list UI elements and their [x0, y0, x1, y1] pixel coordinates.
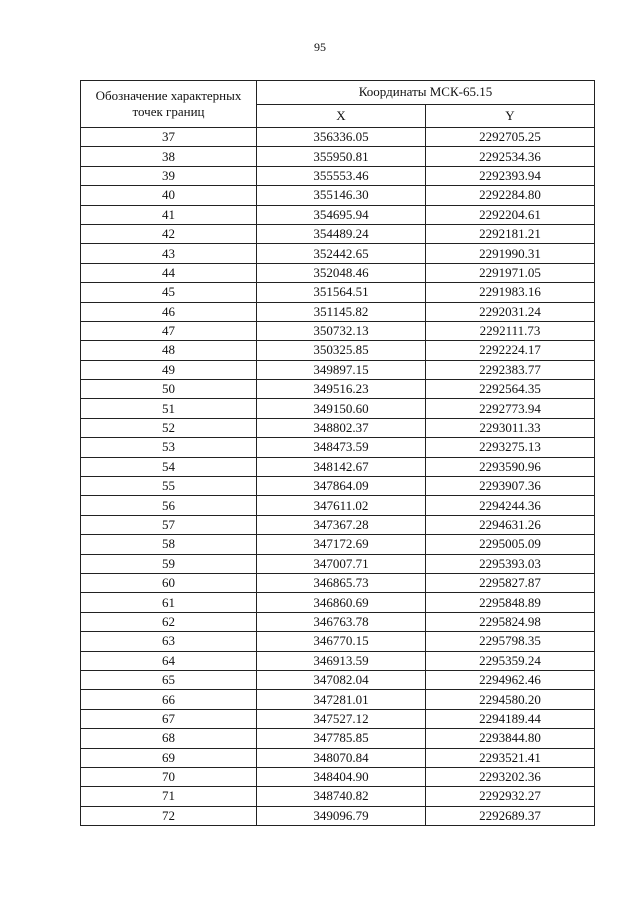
- x-cell: 348473.59: [257, 438, 426, 457]
- x-cell: 347007.71: [257, 554, 426, 573]
- x-cell: 355146.30: [257, 186, 426, 205]
- x-cell: 348070.84: [257, 748, 426, 767]
- table-row: [81, 302, 595, 321]
- y-cell: 2295798.35: [426, 632, 595, 651]
- header-coords-label: Координаты МСК-65.15: [257, 81, 595, 105]
- x-cell: 346770.15: [257, 632, 426, 651]
- y-cell: 2295824.98: [426, 612, 595, 631]
- table-row: [81, 186, 595, 205]
- y-cell: 2292031.24: [426, 302, 595, 321]
- x-cell: 347281.01: [257, 690, 426, 709]
- y-cell: 2292393.94: [426, 166, 595, 185]
- x-cell: 348802.37: [257, 418, 426, 437]
- page-number: 95: [314, 40, 326, 54]
- y-cell: 2292705.25: [426, 128, 595, 147]
- point-cell: 68: [81, 729, 257, 748]
- x-cell: 349150.60: [257, 399, 426, 418]
- x-cell: 350732.13: [257, 321, 426, 340]
- point-cell: 61: [81, 593, 257, 612]
- table-row: [81, 670, 595, 689]
- point-cell: 60: [81, 573, 257, 592]
- x-cell: 351564.51: [257, 283, 426, 302]
- y-cell: 2292564.35: [426, 380, 595, 399]
- x-cell: 346763.78: [257, 612, 426, 631]
- y-cell: 2294580.20: [426, 690, 595, 709]
- y-cell: 2295393.03: [426, 554, 595, 573]
- x-cell: 354695.94: [257, 205, 426, 224]
- y-cell: 2292204.61: [426, 205, 595, 224]
- table-row: [81, 593, 595, 612]
- y-cell: 2294962.46: [426, 670, 595, 689]
- x-cell: 349096.79: [257, 806, 426, 825]
- x-cell: 352048.46: [257, 263, 426, 282]
- table-row: [81, 399, 595, 418]
- point-cell: 50: [81, 380, 257, 399]
- y-cell: 2293202.36: [426, 767, 595, 786]
- table-row: [81, 166, 595, 185]
- y-cell: 2295359.24: [426, 651, 595, 670]
- table-row: [81, 651, 595, 670]
- table-row: [81, 380, 595, 399]
- y-cell: 2293275.13: [426, 438, 595, 457]
- point-cell: 49: [81, 360, 257, 379]
- point-cell: 39: [81, 166, 257, 185]
- x-cell: 354489.24: [257, 224, 426, 243]
- y-cell: 2292111.73: [426, 321, 595, 340]
- point-cell: 58: [81, 535, 257, 554]
- x-cell: 347785.85: [257, 729, 426, 748]
- x-cell: 347367.28: [257, 515, 426, 534]
- point-cell: 70: [81, 767, 257, 786]
- table-row: [81, 806, 595, 825]
- point-cell: 65: [81, 670, 257, 689]
- y-cell: 2292534.36: [426, 147, 595, 166]
- header-point-label: Обозначение характерных точек границ: [81, 81, 257, 128]
- point-cell: 62: [81, 612, 257, 631]
- table-row: [81, 147, 595, 166]
- y-cell: 2292932.27: [426, 787, 595, 806]
- x-cell: 347082.04: [257, 670, 426, 689]
- table-row: [81, 283, 595, 302]
- table-row: [81, 128, 595, 147]
- x-cell: 352442.65: [257, 244, 426, 263]
- header-y-label: Y: [426, 104, 595, 128]
- point-cell: 57: [81, 515, 257, 534]
- y-cell: 2291971.05: [426, 263, 595, 282]
- y-cell: 2295005.09: [426, 535, 595, 554]
- y-cell: 2293844.80: [426, 729, 595, 748]
- y-cell: 2295827.87: [426, 573, 595, 592]
- x-cell: 347172.69: [257, 535, 426, 554]
- y-cell: 2291990.31: [426, 244, 595, 263]
- point-cell: 47: [81, 321, 257, 340]
- x-cell: 348740.82: [257, 787, 426, 806]
- table-row: [81, 709, 595, 728]
- table-row: [81, 205, 595, 224]
- y-cell: 2293521.41: [426, 748, 595, 767]
- point-cell: 52: [81, 418, 257, 437]
- table-row: [81, 418, 595, 437]
- x-cell: 355553.46: [257, 166, 426, 185]
- point-cell: 64: [81, 651, 257, 670]
- y-cell: 2291983.16: [426, 283, 595, 302]
- x-cell: 350325.85: [257, 341, 426, 360]
- x-cell: 349897.15: [257, 360, 426, 379]
- table-row: [81, 612, 595, 631]
- point-cell: 67: [81, 709, 257, 728]
- table-row: [81, 477, 595, 496]
- x-cell: 347611.02: [257, 496, 426, 515]
- y-cell: 2292181.21: [426, 224, 595, 243]
- point-cell: 63: [81, 632, 257, 651]
- y-cell: 2295848.89: [426, 593, 595, 612]
- point-cell: 69: [81, 748, 257, 767]
- table-row: [81, 787, 595, 806]
- x-cell: 348404.90: [257, 767, 426, 786]
- point-cell: 37: [81, 128, 257, 147]
- point-cell: 45: [81, 283, 257, 302]
- x-cell: 349516.23: [257, 380, 426, 399]
- table-row: [81, 244, 595, 263]
- y-cell: 2293011.33: [426, 418, 595, 437]
- x-cell: 351145.82: [257, 302, 426, 321]
- point-cell: 56: [81, 496, 257, 515]
- table-row: [81, 496, 595, 515]
- table-row: [81, 690, 595, 709]
- point-cell: 71: [81, 787, 257, 806]
- point-cell: 46: [81, 302, 257, 321]
- y-cell: 2292773.94: [426, 399, 595, 418]
- table-body: [81, 128, 595, 826]
- table-row: [81, 360, 595, 379]
- coordinates-table: [80, 80, 595, 826]
- y-cell: 2294631.26: [426, 515, 595, 534]
- y-cell: 2292224.17: [426, 341, 595, 360]
- table-row: [81, 554, 595, 573]
- point-cell: 55: [81, 477, 257, 496]
- point-cell: 51: [81, 399, 257, 418]
- table-row: [81, 632, 595, 651]
- point-cell: 43: [81, 244, 257, 263]
- point-cell: 38: [81, 147, 257, 166]
- table-row: [81, 748, 595, 767]
- x-cell: 348142.67: [257, 457, 426, 476]
- y-cell: 2293907.36: [426, 477, 595, 496]
- x-cell: 346865.73: [257, 573, 426, 592]
- point-cell: 41: [81, 205, 257, 224]
- y-cell: 2293590.96: [426, 457, 595, 476]
- table-row: [81, 263, 595, 282]
- x-cell: 347527.12: [257, 709, 426, 728]
- table-row: [81, 573, 595, 592]
- table-row: [81, 729, 595, 748]
- point-cell: 44: [81, 263, 257, 282]
- table-row: [81, 767, 595, 786]
- table-row: [81, 438, 595, 457]
- x-cell: 346860.69: [257, 593, 426, 612]
- y-cell: 2292284.80: [426, 186, 595, 205]
- point-cell: 54: [81, 457, 257, 476]
- y-cell: 2292689.37: [426, 806, 595, 825]
- table-row: [81, 515, 595, 534]
- point-cell: 48: [81, 341, 257, 360]
- point-cell: 42: [81, 224, 257, 243]
- point-cell: 40: [81, 186, 257, 205]
- x-cell: 356336.05: [257, 128, 426, 147]
- header-x-label: X: [257, 104, 426, 128]
- point-cell: 72: [81, 806, 257, 825]
- table-row: [81, 224, 595, 243]
- y-cell: 2294189.44: [426, 709, 595, 728]
- table-row: [81, 457, 595, 476]
- point-cell: 53: [81, 438, 257, 457]
- x-cell: 347864.09: [257, 477, 426, 496]
- x-cell: 355950.81: [257, 147, 426, 166]
- point-cell: 66: [81, 690, 257, 709]
- table-row: [81, 341, 595, 360]
- table-row: [81, 321, 595, 340]
- table-header: [81, 81, 595, 128]
- point-cell: 59: [81, 554, 257, 573]
- y-cell: 2294244.36: [426, 496, 595, 515]
- table-row: [81, 535, 595, 554]
- x-cell: 346913.59: [257, 651, 426, 670]
- y-cell: 2292383.77: [426, 360, 595, 379]
